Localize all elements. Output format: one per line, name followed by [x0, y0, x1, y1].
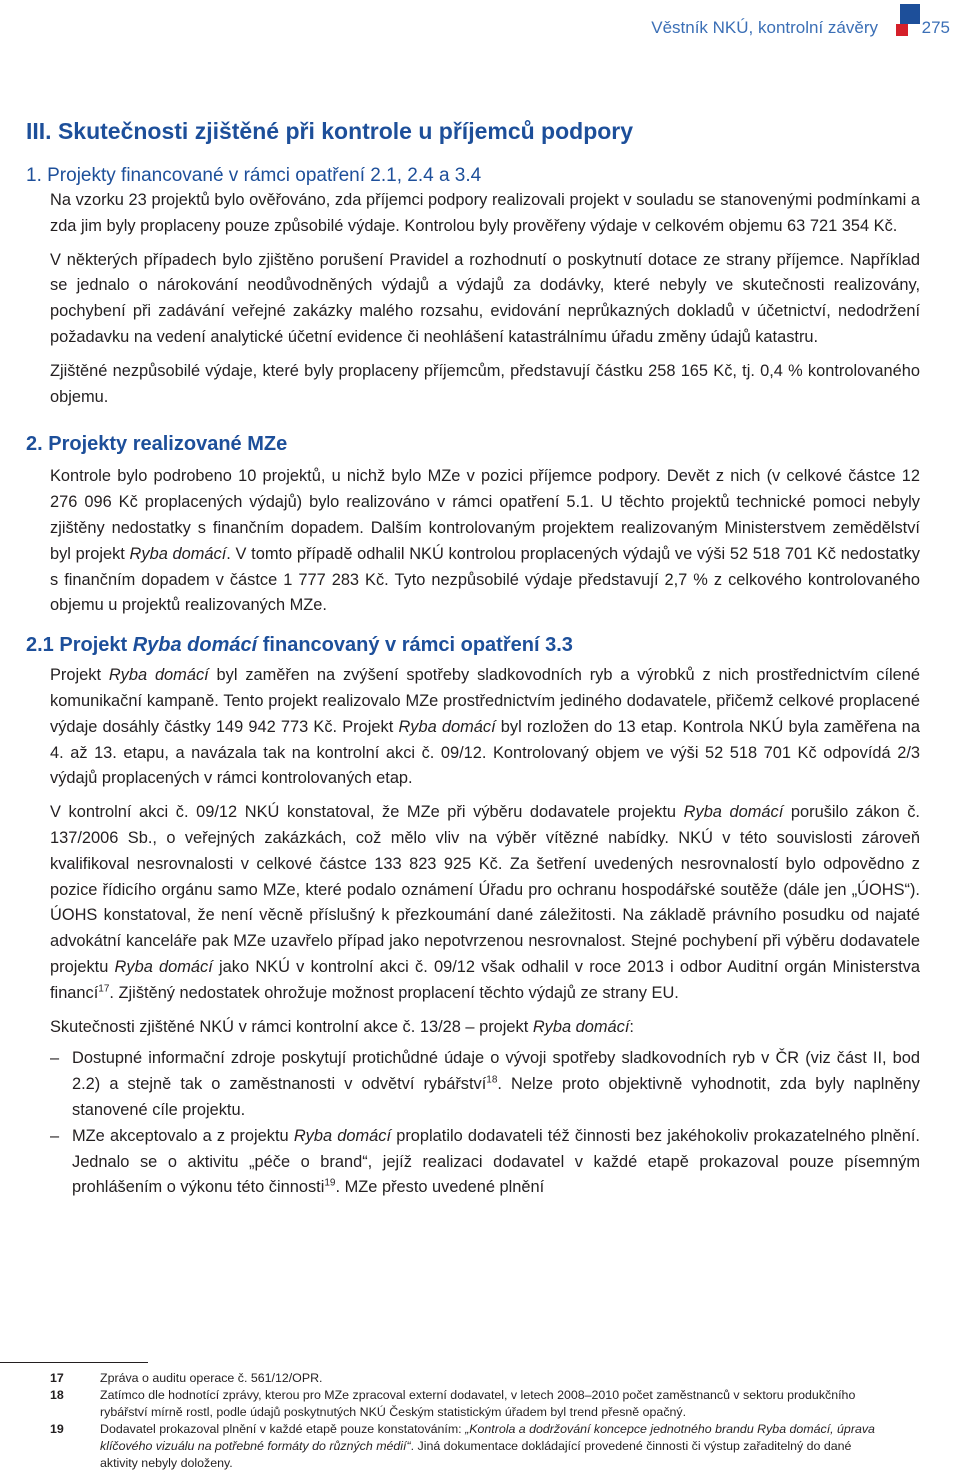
footnote-divider — [0, 1362, 148, 1363]
s2-paragraph-1: Kontrole bylo podrobeno 10 projektů, u nichž bylo MZe v pozici příjemce podpory. Devět z nich (v celkové částce 12 276 096 Kč proplacených výdajů) bylo realizováno v rámci opatření 5.1. U těchto projektů technické pomoci nebyly zjištěny nedostatky s finančním dopadem. Dalším kontrolovaným projektem realizovaným Ministerstvem zemědělství byl projekt Ryba domácí. V tomto případě odhalil NKÚ kontrolou proplacených výdajů ve výši 52 518 701 Kč nedostatky s finančním dopadem v částce 1 777 283 Kč. Tyto nezpůsobilé výdaje představují 2,7 % z celkového kontrolovaného objemu u projektů realizovaných MZe. — [50, 467, 920, 615]
footnotes — [50, 1370, 880, 1472]
subsection-1-title: 1. Projekty financované v rámci opatření 2.1, 2.4 a 3.4 — [26, 165, 482, 186]
s1-paragraph-3: Zjištěné nezpůsobilé výdaje, které byly proplaceny příjemcům, představují částku 258 165 Kč, tj. 0,4 % kontrolovaného objemu. — [50, 361, 920, 406]
footnote-18: 18 Zatímco dle hodnotící zprávy, kterou pro MZe zpracoval externí dodavatel, v letech 2008–2010 počet zaměstnanců v sektoru produkčního rybářství mírně rostl, podle údajů poskytnutých NKÚ Českým statistickým úřadem byl trend přesně opačný. — [50, 1388, 856, 1419]
s21-paragraph-3: Skutečnosti zjištěné NKÚ v rámci kontrolní akce č. 13/28 – projekt Ryba domácí: — [50, 1017, 634, 1036]
footnote-17: 17 Zpráva o auditu operace č. 561/12/OPR. — [50, 1371, 323, 1385]
s1-paragraph-1: Na vzorku 23 projektů bylo ověřováno, zda příjemci podpory realizovali projekt v souladu se stanovenými podmínkami a zda jim byly proplaceny pouze způsobilé výdaje. Kontrolou byly prověřeny výdaje v celkovém objemu 63 721 354 Kč. — [50, 191, 920, 235]
list-item: – Dostupné informační zdroje poskytují protichůdné údaje o vývoji spotřeby sladkovodních ryb v ČR (viz část II, bod 2.2) a stejně tak o zaměstnanosti v odvětví rybářství$^{18}$. Nelze proto objektivně vyhodnotit, zda byly naplněny stanovené cíle projektu. — [50, 1046, 920, 1123]
footnote-19: 19 Dodavatel prokazoval plnění v každé etapě pouze konstatováním: „Kontrola a dodržování koncepce jednotného brandu Ryba domácí, úprava klíčového vizuálu na potřebné formáty do různých médií“. Jiná dokumentace dokládající provedené činnosti či výstup zařaditelný do dané aktivity nebyly doloženy. — [50, 1422, 875, 1470]
s1-paragraph-2: V některých případech bylo zjištěno porušení Pravidel a rozhodnutí o poskytnutí dotace ze strany příjemce. Například se jednalo o nárokování neodůvodněných výdajů a výdajů za dodávky, které nebyly ve skutečnosti realizovány, pochybení při zadávání veřejné zakázky malého rozsahu, evidování neprůkazných dokladů v účetnictví, nedodržení požadavku na vedení analytické účetní evidence či neohlášení katastrálnímu úřadu změny údajů katastru. — [50, 250, 920, 346]
s21-paragraph-2: V kontrolní akci č. 09/12 NKÚ konstatoval, že MZe při výběru dodavatele projektu Ryba domácí porušilo zákon č. 137/2006 Sb., o veřejných zakázkách, což mělo vliv na výběr vítězné nabídky. NKÚ v této souvislosti zároveň kvalifikoval nesrovnalosti v celkové částce 133 823 925 Kč. Za šetření uvedených nesrovnalostí bylo odpovědno z pozice řídicího orgánu samo MZe, které podalo oznámení Úřadu pro ochranu hospodářské soutěže (dále jen „ÚOHS“). ÚOHS konstatoval, že není věcně příslušný k přezkoumání dané záležitosti. Na základě právního posudku od najaté advokátní kanceláře pak MZe uzavřelo případ jako nepotvrzenou nesrovnalost. Stejné pochybení při výběru dodavatele projektu Ryba domácí jako NKÚ v kontrolní akci č. 09/12 však odhalil v roce 2013 i odbor Auditní orgán Ministerstva financí$^{17}$. Zjištěný nedostatek ohrožuje možnost proplacení těchto výdajů ze strany EU. — [50, 803, 920, 1002]
list-item: – MZe akceptovalo a z projektu Ryba domácí proplatilo dodavateli též činnosti bez jakéhokoliv prokazatelného plnění. Jednalo se o aktivitu „péče o brand“, jejíž realizaci dodavatel v každé etapě prokazoval pouze písemným prohlášením o výkonu této činnosti$^{19}$. MZe přesto uvedené plnění — [50, 1124, 920, 1201]
page-header — [0, 18, 960, 48]
page-number: 275 — [921, 18, 950, 37]
s21-paragraph-1: Projekt Ryba domácí byl zaměřen na zvýšení spotřeby sladkovodních ryb a výrobků z nich prostřednictvím cílené komunikační kampaně. Tento projekt realizovalo MZe prostřednictvím jediného dodavatele, přičemž celkové proplacené výdaje dosáhly částky 149 942 773 Kč. Projekt Ryba domácí byl rozložen do 13 etap. Kontrola NKÚ byla zaměřena na 4. až 13. etapu, a navázala tak na kontrolní akci č. 09/12. Kontrolovaný objem ve výši 52 518 701 Kč odpovídá 2/3 výdajů proplacených v rámci kontrolovaných etap. — [50, 666, 920, 788]
nku-logo-icon — [896, 4, 920, 44]
subsection-2-1-title: 2.1 Projekt Ryba domácí financovaný v rámci opatření 3.3 — [26, 634, 573, 657]
journal-title: Věstník NKÚ, kontrolní závěry — [651, 18, 878, 37]
subsection-2-title: 2. Projekty realizované MZe — [26, 433, 288, 456]
main-content — [26, 116, 920, 1201]
section-title: III. Skutečnosti zjištěné při kontrole u příjemců podpory — [26, 118, 634, 144]
findings-list — [50, 1046, 920, 1201]
